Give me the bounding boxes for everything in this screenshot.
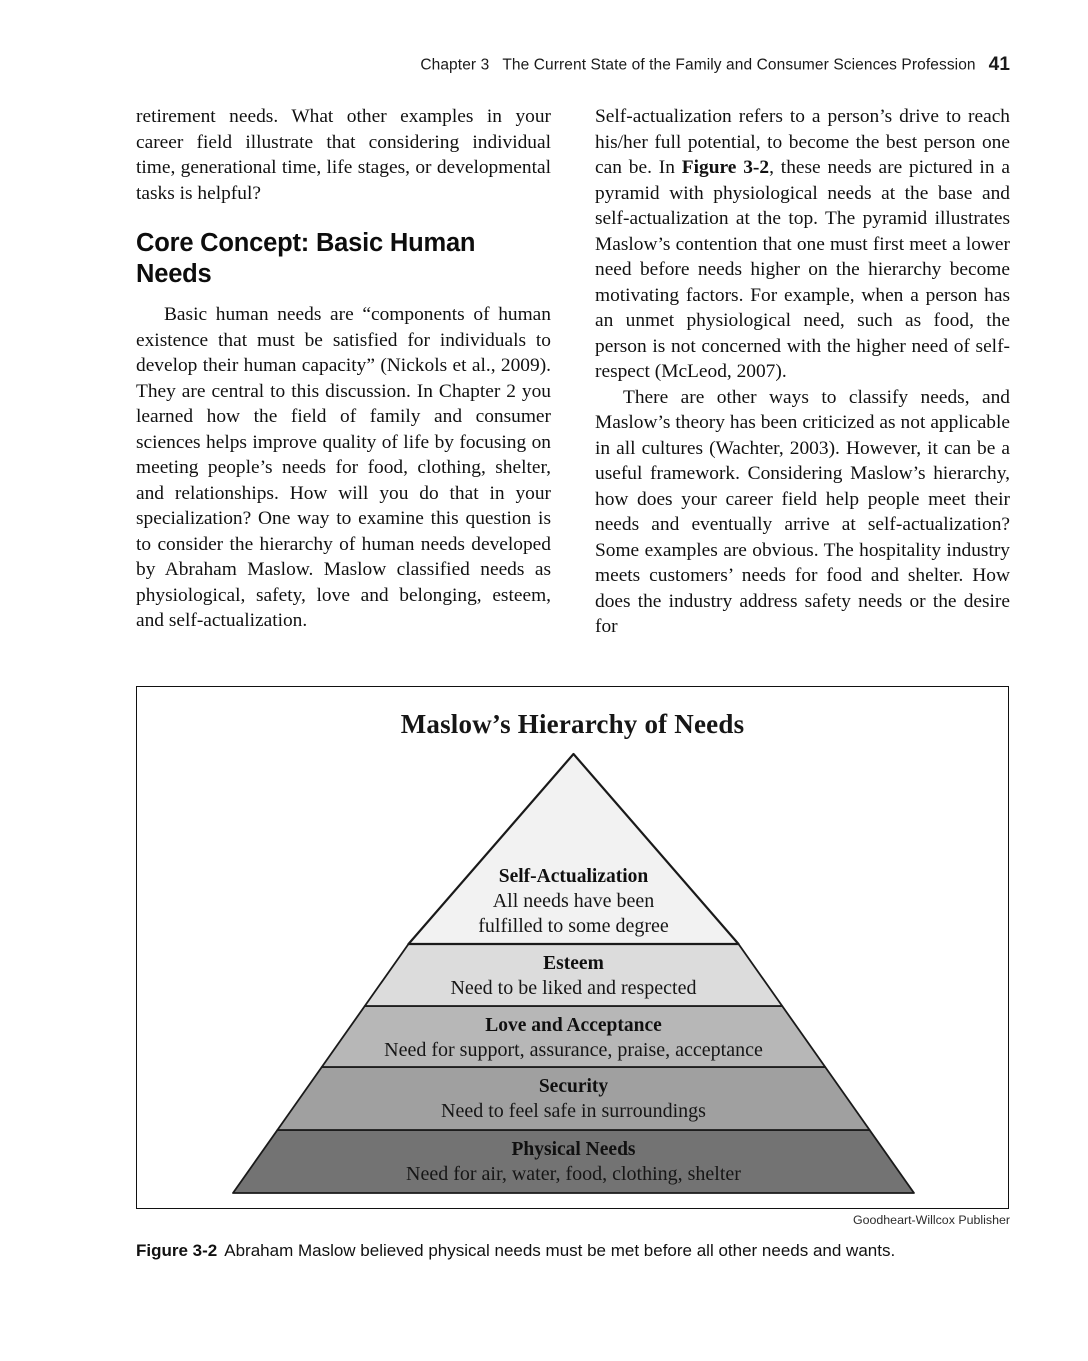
pyramid-tier-security xyxy=(277,1067,869,1130)
right-paragraph-2: There are other ways to classify needs, and Maslow’s theory has been criticized as not applicable in all cultures (Wachter, 2003). However, it can be a useful framework. Considering Maslow’s hierarchy, how does your career field help people meet their needs and eventually arrive at self-actualization? Some examples are obvious. The hospitality industry meets customers’ needs for food and shelter. How does the industry address safety needs or the desire for xyxy=(595,386,1010,637)
figure-reference: Figure 3-2 xyxy=(681,157,770,178)
tier-desc-security: Need to feel safe in surroundings xyxy=(441,1100,706,1122)
figure-caption xyxy=(136,1240,1016,1262)
body-columns xyxy=(136,104,1010,640)
tier-desc-esteem: Need to be liked and respected xyxy=(450,977,697,999)
left-paragraph-1: retirement needs. What other examples in your career field illustrate that considering individual time, generational time, life stages, or developmental tasks is helpful? xyxy=(136,106,551,204)
running-head-chapter: Chapter 3 xyxy=(420,56,490,74)
pyramid-tier-physical-needs xyxy=(233,1130,914,1193)
tier-desc-self-actualization-line-1: All needs have been xyxy=(492,890,655,912)
figure-box xyxy=(136,686,1009,1209)
maslow-pyramid-diagram xyxy=(137,687,1010,1210)
running-head xyxy=(0,54,1010,76)
section-heading-core-concept: Core Concept: Basic Human Needs xyxy=(136,229,476,288)
pyramid-svg xyxy=(137,687,1010,1210)
tier-desc-self-actualization-line-2: fulfilled to some degree xyxy=(478,915,669,937)
pyramid-tier-self-actualization xyxy=(409,754,739,944)
left-paragraph-2: Basic human needs are “components of human existence that must be satisfied for individuals to develop their human capacity” (Nickols et al., 2009). They are central to this discussion. In Chapter 2 you learned how the field of family and consumer sciences helps improve quality of life by focusing on meeting people’s needs for food, clothing, shelter, and relationships. How will you do that in your specialization? One way to examine this question is to consider the hierarchy of human needs developed by Abraham Maslow. Maslow classified needs as physiological, safety, love and belonging, esteem, and self-actualization. xyxy=(136,304,551,631)
right-paragraph-1-part-1: Self-actualization refers to a person’s drive to reach his/her full potential, to become the best person one can be. In xyxy=(595,106,1010,178)
right-paragraph-1-part-2: , these needs are pictured in a pyramid with physiological needs at the base and self-actualization at the top. The pyramid illustrates Maslow’s contention that one must first meet a lower need before needs higher on the hierarchy become motivating factors. For example, when a person has an unmet physiological need, such as food, the person is not concerned with the higher need of self-respect (McLeod, 2007). xyxy=(595,157,1010,382)
tier-title-physical-needs: Physical Needs xyxy=(511,1139,636,1160)
tier-title-esteem: Esteem xyxy=(543,953,604,974)
tier-desc-physical-needs: Need for air, water, food, clothing, shelter xyxy=(406,1163,741,1185)
figure-caption-text: Abraham Maslow believed physical needs must be met before all other needs and wants. xyxy=(224,1241,896,1260)
pyramid-tier-esteem xyxy=(365,944,782,1006)
figure-title: Maslow’s Hierarchy of Needs xyxy=(400,709,745,739)
pyramid-tier-love-and-acceptance xyxy=(322,1006,825,1067)
tier-desc-love-and-acceptance: Need for support, assurance, praise, acceptance xyxy=(384,1039,763,1061)
tier-title-love-and-acceptance: Love and Acceptance xyxy=(485,1015,662,1036)
tier-title-self-actualization: Self-Actualization xyxy=(498,866,649,887)
running-head-title: The Current State of the Family and Consumer Sciences Profession xyxy=(502,56,976,74)
page-number: 41 xyxy=(988,54,1010,75)
right-paragraph-1 xyxy=(595,104,1010,385)
figure-credit: Goodheart-Willcox Publisher xyxy=(852,1213,1010,1227)
left-column xyxy=(136,104,551,640)
right-column xyxy=(595,104,1010,640)
figure-caption-label: Figure 3-2 xyxy=(136,1241,218,1260)
tier-title-security: Security xyxy=(538,1076,609,1097)
